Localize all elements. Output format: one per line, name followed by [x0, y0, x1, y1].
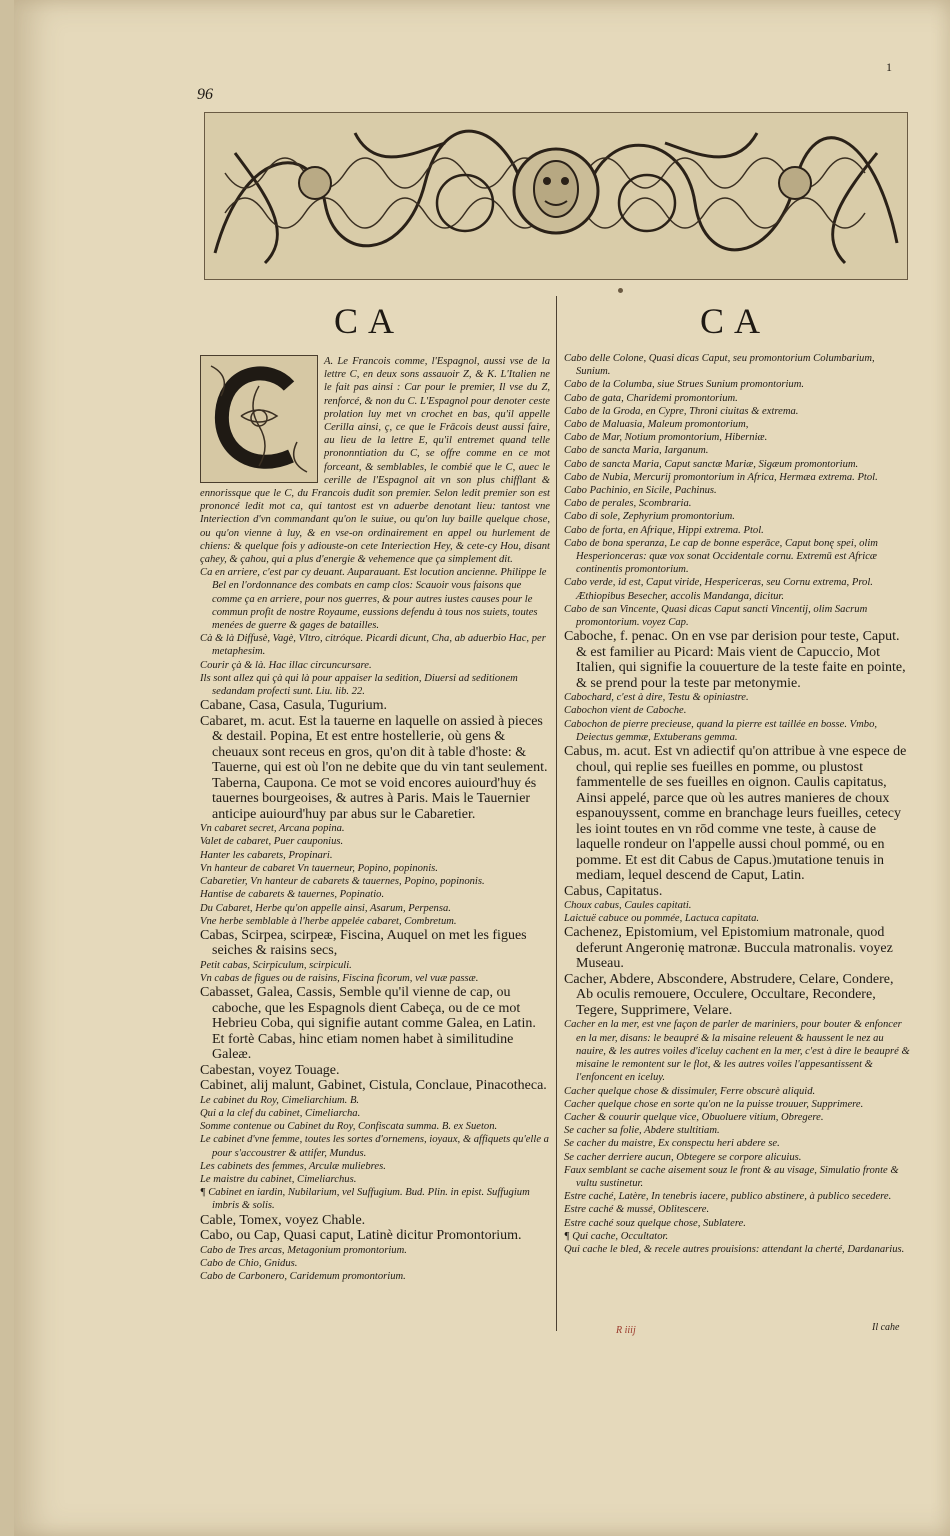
dictionary-entry: [200, 1244, 550, 1257]
dictionary-entry: [564, 899, 910, 912]
entry-text: Le cabinet du Roy, Cimeliarchium. B.: [200, 1094, 360, 1106]
entry-text: Cabo de Chio, Gnidus.: [200, 1257, 298, 1269]
entry-text: Cabaretier, Vn hanteur de cabarets & tauernes, Popino, popinonis.: [200, 876, 485, 888]
dictionary-entry: [564, 603, 910, 629]
ornament-scrollwork-image: [205, 113, 907, 279]
corner-mark: 1: [886, 60, 892, 74]
entry-text: Estre caché & mussé, Oblitescere.: [564, 1204, 710, 1216]
entry-text: Caboche, f. penac. On en vse par derision pour teste, Caput. & est familier au Picard: Mais vient de Capuccio, Mot Italien, qui signifie la couuerture de la teste faite en pointe, & se prend pour la teste par metonymie.: [564, 629, 906, 691]
entry-text: Cabinet, alij malunt, Gabinet, Cistula, Conclaue, Pinacotheca.: [200, 1078, 547, 1094]
decorated-initial-c: [200, 355, 318, 483]
dictionary-entry: [564, 392, 910, 405]
right-entry-list: [564, 352, 910, 1256]
dictionary-entry: [564, 1018, 910, 1084]
dictionary-entry: [564, 1137, 910, 1150]
dictionary-entry: [200, 972, 550, 985]
dictionary-entry: [200, 1160, 550, 1173]
right-column: [564, 352, 910, 1256]
entry-text: Qui a la clef du cabinet, Cimeliarcha.: [200, 1108, 361, 1120]
dictionary-entry: [564, 1190, 910, 1203]
dictionary-entry: [200, 1270, 550, 1283]
entry-text: Cabo de gata, Charidemi promontorium.: [564, 392, 738, 404]
entry-text: Cabo di sole, Zephyrium promontorium.: [564, 511, 735, 523]
dictionary-entry: [200, 714, 550, 823]
dictionary-entry: [200, 1078, 550, 1094]
dictionary-entry: [564, 352, 910, 378]
intro-paragraph-2-text: Ca en arriere, c'est par cy deuant. Auparauant. Est locution ancienne. Philippe le Bel en l'ordonnance des combats en camp clos: Scauoir vous faisons que comme ça en arriere, pour nos guerres, & pour autres iustes causes pour le commun profit de nostre Royaume, eussions defendu à tous nos suiets, toutes menées de guerre & gages de batailles.: [200, 567, 547, 632]
dictionary-entry: [564, 484, 910, 497]
entry-text: Cacher quelque chose & dissimuler, Ferre obscurè aliquid.: [564, 1085, 816, 1097]
entry-text: Cabestan, voyez Touage.: [200, 1062, 340, 1078]
dictionary-entry: [200, 632, 550, 658]
entry-text: Cabo de Tres arcas, Metagonium promontorium.: [200, 1244, 407, 1256]
left-column: [200, 355, 550, 1283]
entry-text: Cabas, Scirpea, scirpeæ, Fiscina, Auquel on met les figues seiches & raisins secs,: [200, 927, 527, 959]
dictionary-entry: [564, 431, 910, 444]
page-number: 96: [197, 86, 213, 103]
entry-text: Valet de cabaret, Puer cauponius.: [200, 836, 344, 848]
dictionary-entry: [564, 1124, 910, 1137]
dictionary-entry: [200, 1257, 550, 1270]
dictionary-entry: [564, 972, 910, 1019]
dictionary-entry: [200, 1133, 550, 1159]
dictionary-entry: [564, 884, 910, 900]
entry-text: Cabane, Casa, Casula, Tugurium.: [200, 698, 388, 714]
entry-text: Se cacher du maistre, Ex conspectu heri abdere se.: [564, 1138, 780, 1150]
dictionary-entry: [564, 537, 910, 577]
entry-text: Cabo de perales, Scombraria.: [564, 498, 692, 510]
entry-text: Estre caché, Latère, In tenebris iacere, publico abstinere, à publico secedere.: [564, 1191, 892, 1203]
dictionary-entry: [564, 629, 910, 691]
entry-text: Cachenez, Epistomium, vel Epistomium matronale, quod deferunt Angeronię matronæ. Buccula matronalis. voyez Museau.: [564, 925, 893, 972]
dictionary-entry: [200, 862, 550, 875]
dictionary-entry: [200, 1228, 550, 1244]
intro-paragraph-ca-en-arriere: [200, 566, 550, 632]
entry-text: Cabo de Nubia, Mercurij promontorium in Africa, Hermæa extrema. Ptol.: [564, 471, 878, 483]
dictionary-entry: [564, 1151, 910, 1164]
dictionary-entry: [200, 1063, 550, 1079]
entry-text: Se cacher derriere aucun, Obtegere se corpore alicuius.: [564, 1151, 802, 1163]
dictionary-entry: [564, 510, 910, 523]
entry-text: Vn cabaret secret, Arcana popina.: [200, 823, 345, 835]
dictionary-entry: [200, 888, 550, 901]
entry-text: Cabo de Carbonero, Caridemum promontorium.: [200, 1271, 406, 1283]
entry-text: Cabochon de pierre precieuse, quand la pierre est taillée en bosse. Vmbo, Deiectus gemmæ, Extuberans gemma.: [564, 718, 878, 743]
ink-dot: [618, 288, 623, 293]
entry-text: Cabasset, Galea, Cassis, Semble qu'il vienne de cap, ou caboche, que les Espagnols dient Cabeça, ou de ce mot Hebrieu Coba, qui signifie autant comme Galea, en Latin. Et fortè Cabas, hinc etiam nomen habet à similitudine Galeæ.: [200, 985, 536, 1063]
dictionary-entry: [564, 405, 910, 418]
entry-text: Cabaret, m. acut. Est la tauerne en laquelle on assied à pieces & destail. Popina, Et est entre hostellerie, où gens & cheuaux sont receus en gros, qu'on dit à table d'hoste: & Tauerne, qui est où l'on ne debite que du vin tant seulement. Taberna, Caupona. Ce mot se void encores auiourd'huy és tauernes bourgeoises, & autres à Paris. Mais le Tauernier anticipe auiourd'huy par abus sur le Cabaretier.: [200, 713, 548, 822]
dictionary-entry: [564, 1217, 910, 1230]
dictionary-entry: [564, 718, 910, 744]
dictionary-entry: [200, 698, 550, 714]
intro-block: [200, 355, 550, 632]
entry-text: Cacher & couurir quelque vice, Obuoluere vitium, Obregere.: [564, 1111, 824, 1123]
entry-text: Vn cabas de figues ou de raisins, Fiscina ficorum, vel vuæ passæ.: [200, 973, 479, 985]
initial-c-image: [201, 356, 317, 482]
entry-text: Cabochard, c'est à dire, Testu & opiniastre.: [564, 692, 749, 704]
dictionary-entry: [200, 1213, 550, 1229]
dictionary-entry: [564, 576, 910, 602]
dictionary-entry: [564, 418, 910, 431]
dictionary-entry: [200, 985, 550, 1063]
entry-text: Cabo de la Columba, siue Strues Sunium promontorium.: [564, 379, 805, 391]
entry-text: Du Cabaret, Herbe qu'on appelle ainsi, Asarum, Perpensa.: [200, 902, 451, 914]
dictionary-entry: [564, 524, 910, 537]
dictionary-entry: [200, 849, 550, 862]
entry-text: Petit cabas, Scirpiculum, scirpiculi.: [200, 959, 352, 971]
dictionary-entry: [200, 822, 550, 835]
entry-text: Ils sont allez qui çà qui là pour appaiser la sedition, Diuersi ad seditionem sedandam profecti sunt. Liu. lib. 22.: [200, 672, 518, 698]
entry-text: ¶ Qui cache, Occultator.: [564, 1230, 669, 1242]
dictionary-entry: [564, 497, 910, 510]
entry-text: Somme contenue ou Cabinet du Roy, Confiscata summa. B. ex Sueton.: [200, 1121, 498, 1133]
column-heading-right: CA: [700, 301, 771, 341]
entry-text: Vne herbe semblable à l'herbe appelée cabaret, Combretum.: [200, 915, 457, 927]
entry-text: Cabo Pachinio, en Sicile, Pachinus.: [564, 485, 717, 497]
entry-text: Cà & là Diffusè, Vagè, Vltro, citróque. Picardi dicunt, Cha, ab aduerbio Hac, per metaphesim.: [200, 633, 546, 658]
dictionary-entry: [200, 1186, 550, 1212]
catchword: Il cahe: [872, 1322, 900, 1333]
dictionary-entry: [564, 1098, 910, 1111]
entry-text: Cabo de la Groda, en Cypre, Throni ciuitas & extrema.: [564, 405, 799, 417]
dictionary-entry: [564, 444, 910, 457]
entry-text: Se cacher sa folie, Abdere stultitiam.: [564, 1125, 720, 1137]
dictionary-entry: [564, 378, 910, 391]
dictionary-entry: [564, 691, 910, 704]
dictionary-entry: [564, 1243, 910, 1256]
dictionary-entry: [200, 1120, 550, 1133]
dictionary-entry: [200, 875, 550, 888]
signature-mark: R iiij: [616, 1325, 636, 1336]
dictionary-entry: [564, 1111, 910, 1124]
entry-text: Estre caché souz quelque chose, Sublatere.: [564, 1217, 746, 1229]
dictionary-entry: [564, 458, 910, 471]
entry-text: Vn hanteur de cabaret Vn tauerneur, Popino, popinonis.: [200, 862, 438, 874]
entry-text: Cabo de san Vincente, Quasi dicas Caput sancti Vincentij, olim Sacrum promontorium. voyez Cap.: [564, 603, 868, 629]
entry-text: Cabo de Maluasia, Maleum promontorium,: [564, 419, 749, 431]
entry-text: Cabo de bona speranza, Le cap de bonne esperāce, Caput bonę spei, olim Hesperionceras: quæ vox sonat Occidentale cornu. Extremū est Africæ continentis promontorium.: [564, 537, 878, 576]
entry-text: Choux cabus, Caules capitati.: [564, 900, 692, 912]
entry-text: Cabo delle Colone, Quasi dicas Caput, seu promontorium Columbarium, Sunium.: [564, 353, 875, 378]
dictionary-entry: [200, 1094, 550, 1107]
dictionary-entry: [564, 912, 910, 925]
dictionary-entry: [200, 1107, 550, 1120]
entry-text: Cabo, ou Cap, Quasi caput, Latinè dicitur Promontorium.: [200, 1228, 522, 1244]
entry-text: Cacher, Abdere, Abscondere, Abstrudere, Celare, Condere, Ab oculis remouere, Occulere, Occultare, Recondere, Tegere, Supprimere, Velare.: [564, 971, 894, 1018]
dictionary-entry: [200, 1173, 550, 1186]
dictionary-entry: [564, 471, 910, 484]
dictionary-entry: [200, 902, 550, 915]
dictionary-entry: [200, 672, 550, 698]
entry-text: Cabo de sancta Maria, Caput sanctæ Mariæ, Sigæum promontorium.: [564, 458, 859, 470]
ornamental-headpiece: [204, 112, 908, 280]
entry-text: Cacher quelque chose en sorte qu'on ne la puisse trouuer, Supprimere.: [564, 1098, 864, 1110]
column-heading-left: CA: [334, 301, 405, 341]
dictionary-entry: [564, 1164, 910, 1190]
entry-text: ¶ Cabinet en iardin, Nubilarium, vel Suffugium. Bud. Plin. in epist. Suffugium imbris & solis.: [200, 1187, 530, 1212]
dictionary-entry: [564, 744, 910, 884]
entry-text: Hantise de cabarets & tauernes, Popinatio.: [200, 889, 385, 901]
entry-text: Faux semblant se cache aisement souz le front & au visage, Simulatio fronte & vultu sustinetur.: [564, 1164, 899, 1189]
entry-text: Courir çà & là. Hac illac circuncursare.: [200, 659, 372, 671]
entry-text: Cacher en la mer, est vne façon de parler de mariniers, pour bouter & enfoncer en la mer, disans: le beaupré & la misaine releuent & haussent le nez au nauire, & les autres voiles d'iceluy cachent en la mer, c'est à dire le beaupré & misaine le remontent sur le flot, & les autres voiles l'appesantissent & l'enfoncent en iceluy.: [564, 1019, 910, 1084]
book-page: [14, 0, 950, 1536]
entry-text: Cabo de Mar, Notium promontorium, Hiberniæ.: [564, 432, 768, 444]
dictionary-entry: [200, 959, 550, 972]
dictionary-entry: [200, 835, 550, 848]
dictionary-entry: [564, 704, 910, 717]
entry-text: Cable, Tomex, voyez Chable.: [200, 1212, 366, 1228]
dictionary-entry: [200, 659, 550, 672]
entry-text: Les cabinets des femmes, Arculæ muliebres.: [200, 1160, 386, 1172]
dictionary-entry: [564, 925, 910, 972]
dictionary-entry: [200, 915, 550, 928]
entry-text: Cabo de forta, en Afrique, Hippi extrema. Ptol.: [564, 524, 764, 536]
entry-text: Cabo verde, id est, Caput viride, Hespericeras, seu Cornu extrema, Prol. Æthiopibus Besecher, accolis Mandanga, dicitur.: [564, 577, 873, 602]
entry-text: Qui cache le bled, & recele autres prouisions: attendant la cherté, Dardanarius.: [564, 1243, 905, 1255]
entry-text: Hanter les cabarets, Propinari.: [200, 849, 333, 861]
entry-text: Le maistre du cabinet, Cimeliarchus.: [200, 1174, 357, 1186]
dictionary-entry: [564, 1230, 910, 1243]
column-divider: [556, 296, 557, 1331]
dictionary-entry: [564, 1085, 910, 1098]
entry-text: Cabus, Capitatus.: [564, 883, 663, 899]
entry-text: Le cabinet d'vne femme, toutes les sortes d'ornemens, ioyaux, & affiquets qu'elle a pour s'accoustrer & attifer, Mundus.: [200, 1134, 549, 1159]
entry-text: Cabo de sancta Maria, Iarganum.: [564, 445, 709, 457]
left-entry-list: [200, 632, 550, 1283]
dictionary-entry: [200, 928, 550, 959]
entry-text: Laictuë cabuce ou pommée, Lactuca capitata.: [564, 913, 760, 925]
entry-text: Cabochon vient de Caboche.: [564, 705, 687, 717]
dictionary-entry: [564, 1203, 910, 1216]
intro-paragraph: A. Le Francois comme, l'Espagnol, aussi vse de la lettre C, en deux sons assauoir Z, & K. L'Italien ne le fait pas ainsi : Car pour le premier, Il vse du Z, renforcé, & non du C. L'Espagnol pour denoter ceste prolation luy met vn crochet en bas, qu'il appelle Cerilla ainsi, ç, ce que le Frācois deust aussi faire, au lieu de la lettre E, qu'il entremet quand telle prononntiation du C, se offre comme en ce mot forceant, & semblables, le combié que le C, auec le cerille de l'Espagnol ait vn son plus chifflant & ennorissque que le C, du Francois dudit son premier. Selon ledit premier son est prononcé ledit mot ca, qui tantost est vn aduerbe denotant lieu: tantost vne Interiection d'vn commandant qu'on le suiue, ou qu'on luy baille quelque chose, ou qu'on vienne à luy, & en vse-on ordinairement en appel ou hurlement de chiens: & quelque fois y adiouste-on cete Interiection Hey, & cete-cy Hou, disant çahey, & çahou, qui a plus d'energie & vehemence que ça simplement dit.: [200, 356, 550, 566]
entry-text: Cabus, m. acut. Est vn adiectif qu'on attribue à vne espece de choul, qui replie ses fueilles en pomme, ou plustost fammentelle de ses fueilles en oignon. Caulis capitatus, Ainsi appelé, parce que où les autres manieres de choux espanouyssent, comme en branchage leurs fueilles, cetecy les ioint toutes en vn rōd comme vne teste, à cause de laquelle rondeur on l'appelle aussi choul pommé, ou en pomme. Et est dit Cabus de Capus.)mutatione tenuis in mediam, lequel descend de Caput, Latin.: [564, 744, 907, 884]
